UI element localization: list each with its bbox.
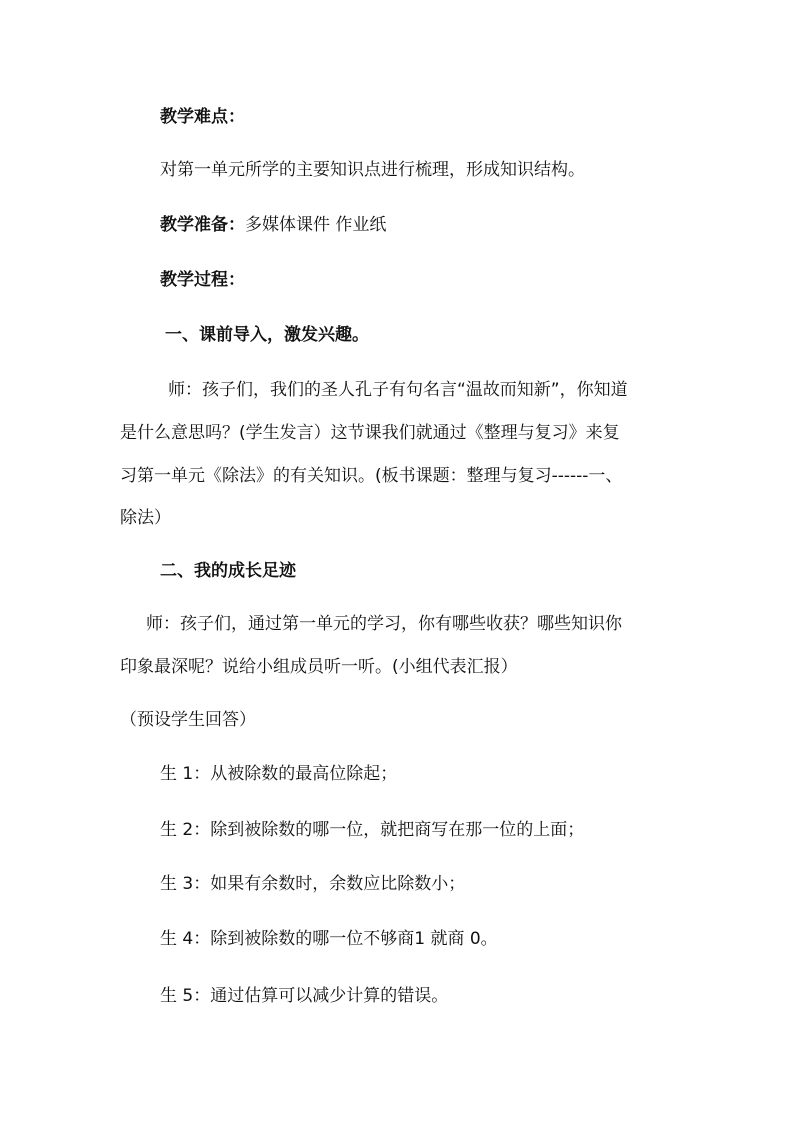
teaching-preparation-line [160, 215, 386, 235]
student-answer-1: 生 1：从被除数的最高位除起； [160, 764, 398, 784]
teaching-process-heading: 教学过程： [160, 270, 245, 290]
teaching-difficulty-text: 对第一单元所学的主要知识点进行梳理，形成知识结构。 [160, 160, 585, 180]
teacher-growth-line-2: 印象最深呢？说给小组成员听一听。(小组代表汇报） [120, 657, 518, 677]
teaching-difficulty-heading: 教学难点： [160, 107, 245, 127]
section-two-heading: 二、我的成长足迹 [160, 561, 296, 581]
teacher-intro-line-4: 除法） [120, 508, 171, 528]
teacher-intro-line-1: 师：孩子们，我们的圣人孔子有句名言“温故而知新”，你知道 [168, 380, 628, 400]
student-answer-5: 生 5：通过估算可以减少计算的错误。 [160, 986, 449, 1006]
teacher-intro-line-3: 习第一单元《除法》的有关知识。(板书课题：整理与复习------一、 [120, 466, 623, 486]
teaching-preparation-label: 教学准备： [160, 215, 245, 235]
student-answer-4: 生 4：除到被除数的哪一位不够商1 就商 0。 [160, 929, 498, 949]
student-answer-2: 生 2：除到被除数的哪一位，就把商写在那一位的上面； [160, 820, 585, 840]
student-answer-3: 生 3：如果有余数时，余数应比除数小； [160, 874, 466, 894]
teacher-growth-line-1: 师：孩子们，通过第一单元的学习，你有哪些收获？哪些知识你 [146, 614, 622, 634]
teacher-intro-line-2: 是什么意思吗？(学生发言）这节课我们就通过《整理与复习》来复 [120, 423, 620, 443]
preset-answer-heading: （预设学生回答） [120, 710, 256, 730]
teaching-preparation-text: 多媒体课件 作业纸 [245, 215, 387, 235]
section-one-heading: 一、课前导入，激发兴趣。 [165, 325, 369, 345]
